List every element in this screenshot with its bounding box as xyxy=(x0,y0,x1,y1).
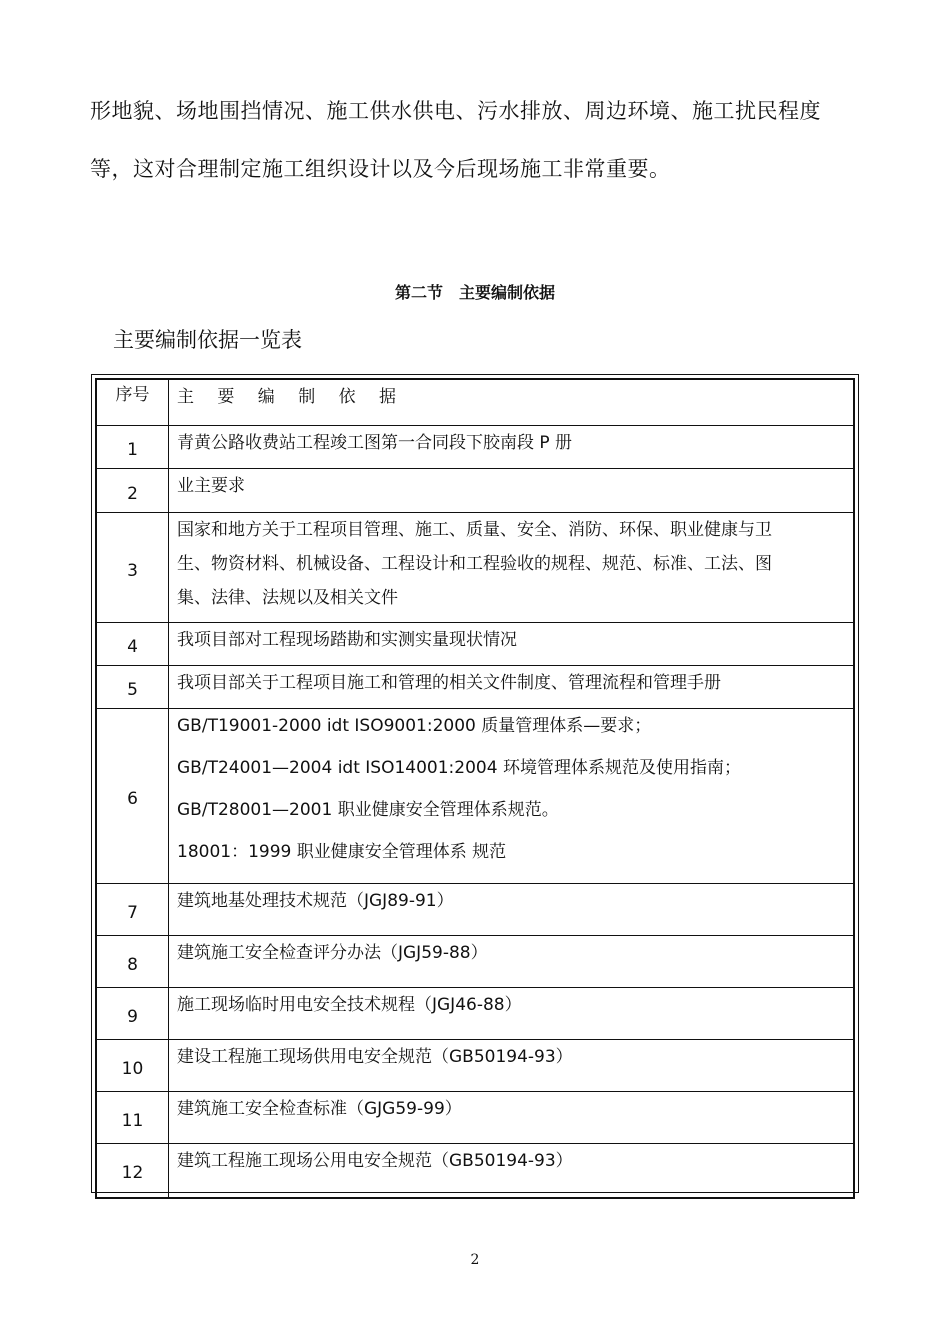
row-no: 8 xyxy=(96,936,169,988)
basis-table xyxy=(95,378,855,1199)
row-basis xyxy=(169,469,855,513)
table-row xyxy=(96,623,854,666)
row-basis-line: 集、法律、法规以及相关文件 xyxy=(177,588,398,608)
table-row xyxy=(96,936,854,988)
body-paragraph-2: 等，这对合理制定施工组织设计以及今后现场施工非常重要。 xyxy=(90,157,671,181)
row-basis-line: 我项目部对工程现场踏勘和实测实量现状情况 xyxy=(177,630,517,650)
table-row xyxy=(96,666,854,709)
row-basis xyxy=(169,426,855,469)
row-basis-line: 生、物资材料、机械设备、工程设计和工程验收的规程、规范、标准、工法、图 xyxy=(177,554,772,574)
row-basis-line: GB/T24001—2004 idt ISO14001:2004 环境管理体系规范及使用指南； xyxy=(177,758,741,778)
row-basis-line: 施工现场临时用电安全技术规程（JGJ46-88） xyxy=(177,995,522,1015)
table-row xyxy=(96,1092,854,1144)
table-caption: 主要编制依据一览表 xyxy=(113,328,302,352)
row-no: 3 xyxy=(96,513,169,623)
table-header-row xyxy=(96,379,854,426)
row-no: 9 xyxy=(96,988,169,1040)
row-basis xyxy=(169,1092,855,1144)
table-row xyxy=(96,884,854,936)
body-paragraph-1: 形地貌、场地围挡情况、施工供水供电、污水排放、周边环境、施工扰民程度 xyxy=(90,99,821,123)
row-no: 6 xyxy=(96,709,169,884)
row-basis-line: 18001：1999 职业健康安全管理体系 规范 xyxy=(177,842,507,862)
row-no: 10 xyxy=(96,1040,169,1092)
row-no: 7 xyxy=(96,884,169,936)
row-basis xyxy=(169,988,855,1040)
row-basis-line: GB/T28001—2001 职业健康安全管理体系规范。 xyxy=(177,800,559,820)
row-basis xyxy=(169,709,855,884)
row-basis xyxy=(169,513,855,623)
row-no: 11 xyxy=(96,1092,169,1144)
row-basis-line: 青黄公路收费站工程竣工图第一合同段下胶南段 P 册 xyxy=(177,433,573,453)
row-basis-line: 建筑地基处理技术规范（JGJ89-91） xyxy=(177,891,454,911)
row-basis-line: 建筑施工安全检查评分办法（JGJ59-88） xyxy=(177,943,488,963)
table-row xyxy=(96,1144,854,1198)
row-basis xyxy=(169,884,855,936)
row-no: 5 xyxy=(96,666,169,709)
row-basis-line: 我项目部关于工程项目施工和管理的相关文件制度、管理流程和管理手册 xyxy=(177,673,721,693)
table-row xyxy=(96,426,854,469)
table-row xyxy=(96,709,854,884)
row-no: 4 xyxy=(96,623,169,666)
section-title: 第二节 主要编制依据 xyxy=(394,283,555,302)
table-row xyxy=(96,469,854,513)
header-basis-label: 主 要 编 制 依 据 xyxy=(177,387,406,407)
row-basis-line: 建筑工程施工现场公用电安全规范（GB50194-93） xyxy=(177,1151,573,1171)
row-basis-line: GB/T19001-2000 idt ISO9001:2000 质量管理体系—要求； xyxy=(177,716,652,736)
table-row xyxy=(96,988,854,1040)
table-row xyxy=(96,513,854,623)
row-basis xyxy=(169,623,855,666)
row-basis xyxy=(169,936,855,988)
row-no: 12 xyxy=(96,1144,169,1198)
row-basis-line: 业主要求 xyxy=(177,476,245,496)
row-basis-line: 国家和地方关于工程项目管理、施工、质量、安全、消防、环保、职业健康与卫 xyxy=(177,520,772,540)
row-basis xyxy=(169,666,855,709)
row-basis xyxy=(169,1144,855,1198)
row-no: 1 xyxy=(96,426,169,469)
row-basis xyxy=(169,1040,855,1092)
header-no: 序号 xyxy=(96,379,169,426)
table-row xyxy=(96,1040,854,1092)
page-number: 2 xyxy=(470,1252,480,1268)
row-basis-line: 建设工程施工现场供用电安全规范（GB50194-93） xyxy=(177,1047,573,1067)
row-basis-line: 建筑施工安全检查标准（GJG59-99） xyxy=(177,1099,462,1119)
row-no: 2 xyxy=(96,469,169,513)
header-basis xyxy=(169,379,855,426)
